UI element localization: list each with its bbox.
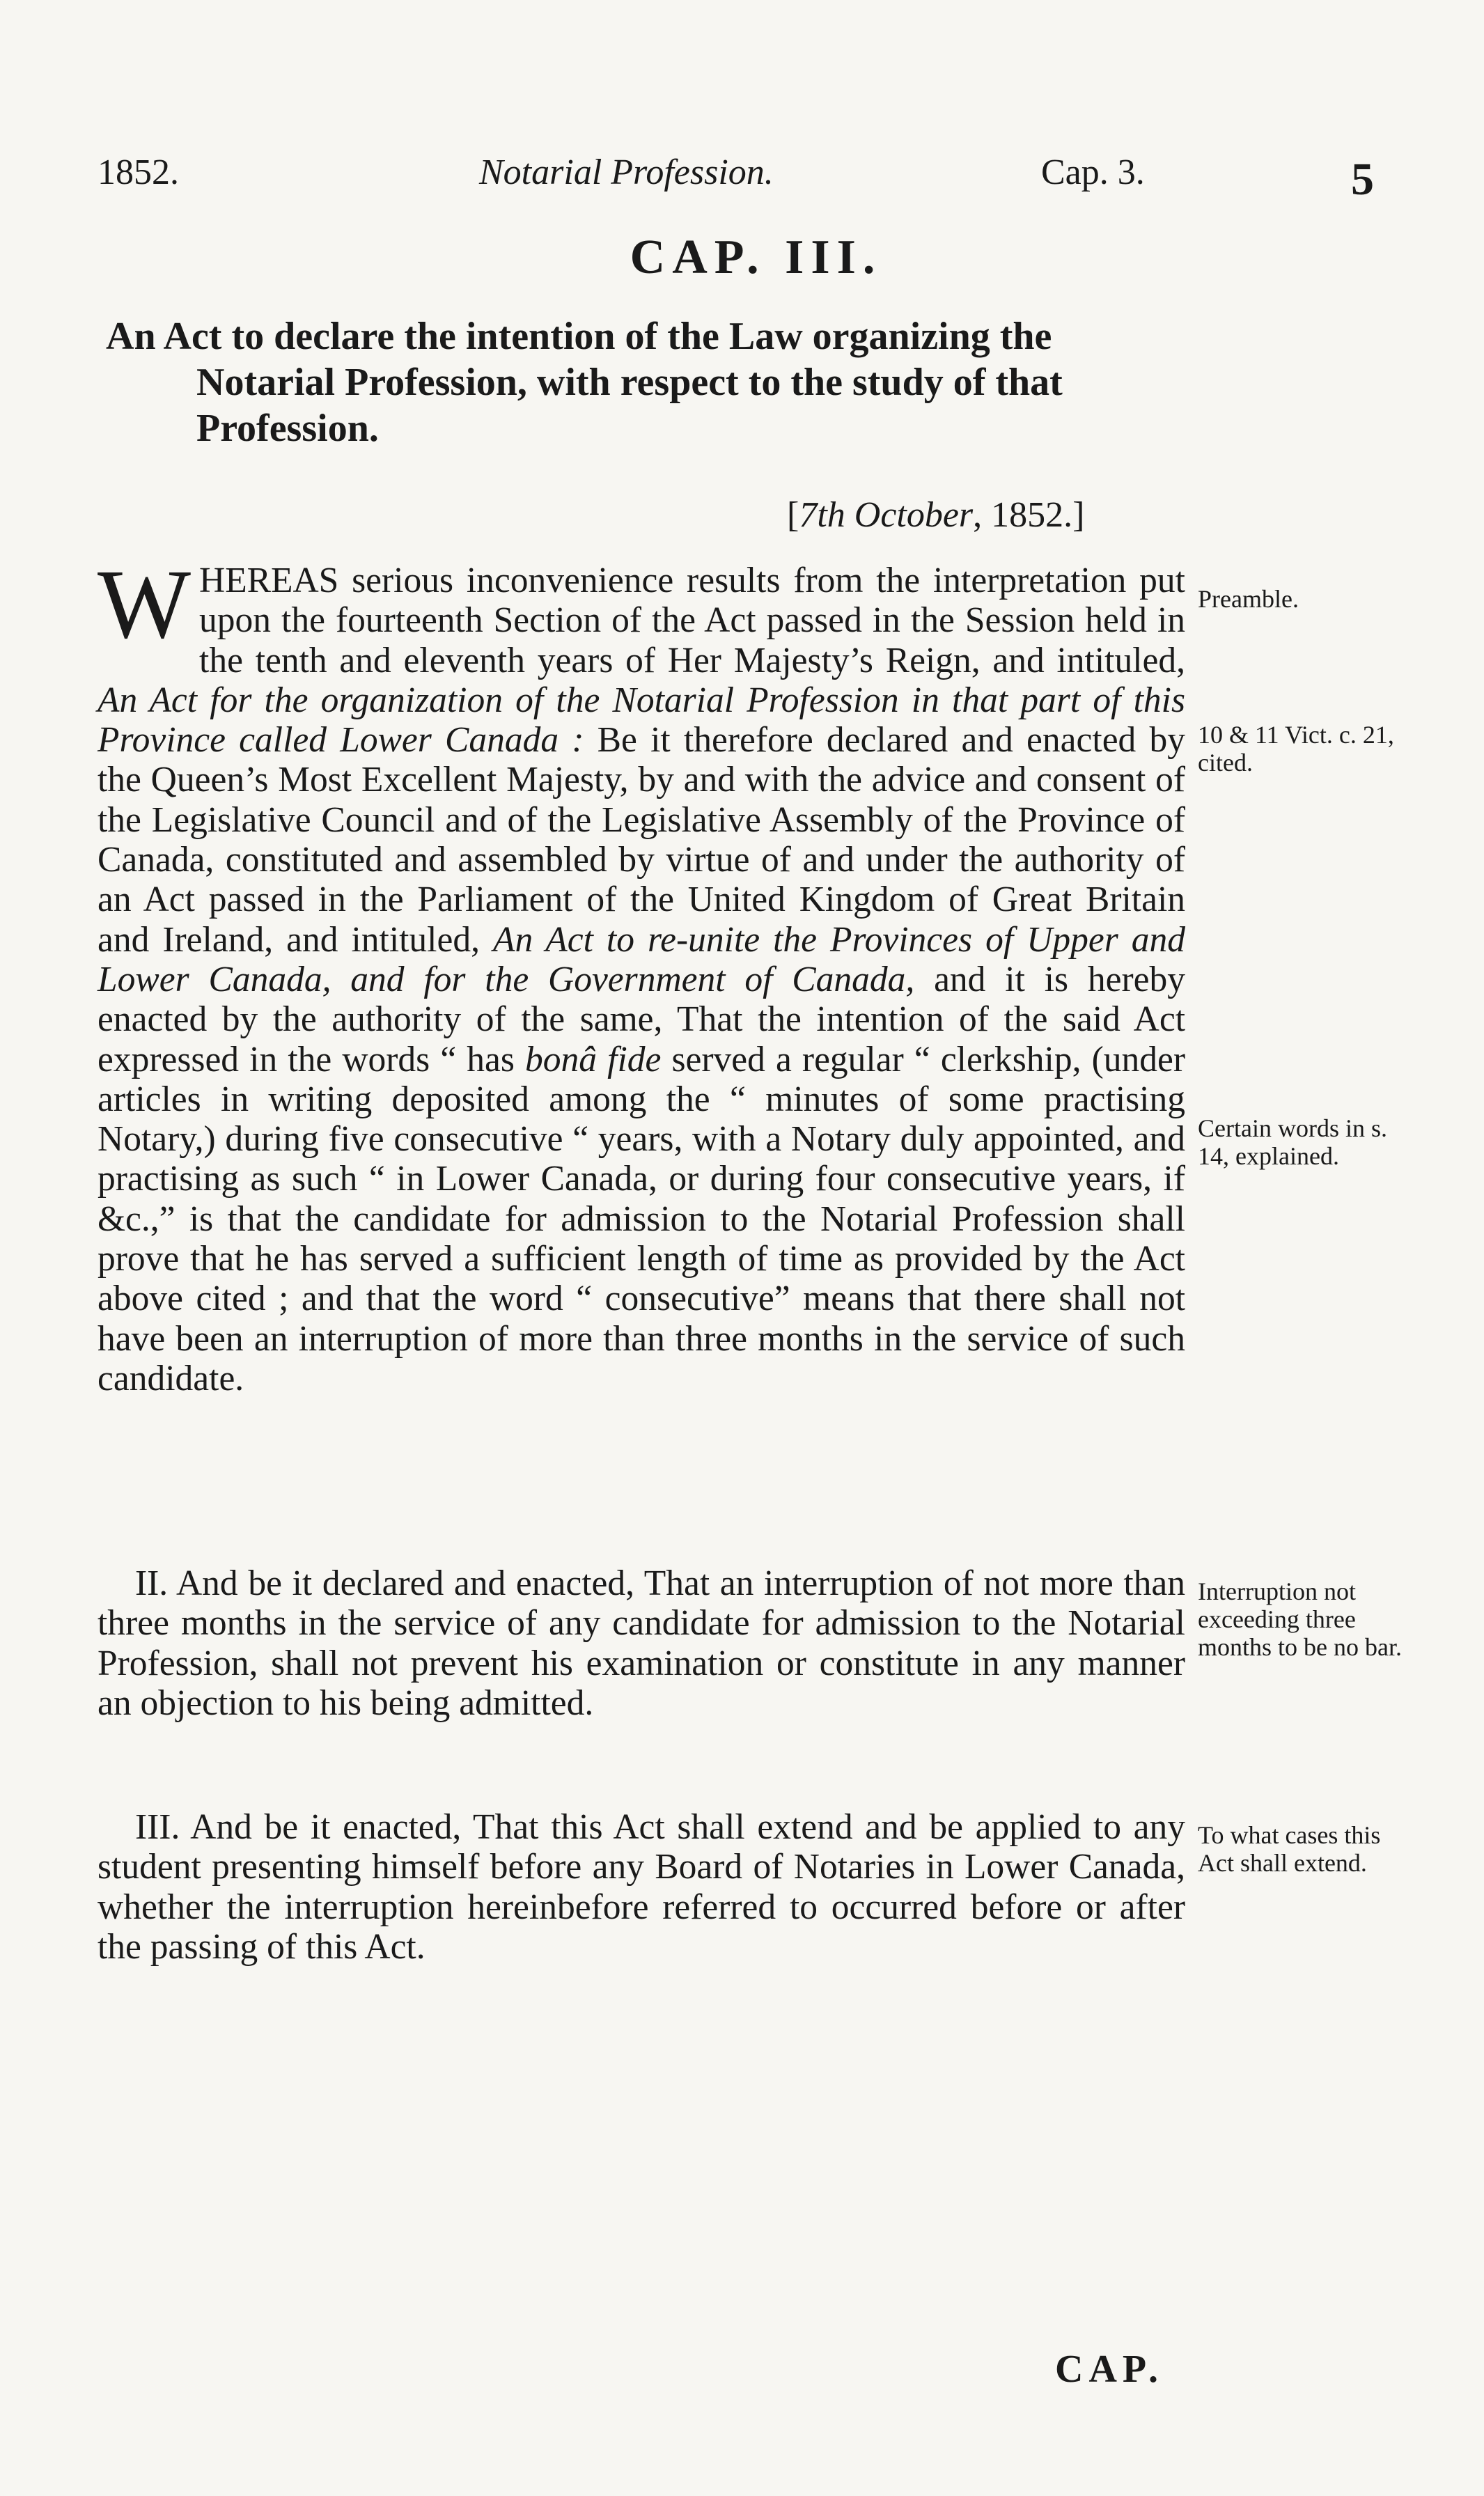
section-2-paragraph: II. And be it declared and enacted, That an interruption of not more than three months in the service of any candidate for admission to the Notarial Profession, shall not prevent his examination or constitute in any manner an objection to his being admitted. [97,1563,1185,1723]
act-date-day: 7th October [799,495,974,535]
act-date [787,494,1205,536]
act-date-open: [ [787,495,799,535]
section-3-paragraph: III. And be it enacted, That this Act shall extend and be applied to any student presenting himself before any Board of Notaries in Lower Canada, whether the interruption hereinbefore referred to occurred before or after the passing of this Act. [97,1807,1185,1967]
margin-note-act-cited: 10 & 11 Vict. c. 21, cited. [1198,721,1394,777]
preamble-italic-2: An Act to re-unite the Provinces of Upper and Lower Canada, and for the Government of Canada, [97,919,1185,999]
act-date-year: , 1852.] [973,495,1085,535]
act-title: An Act to declare the intention of the Law organizing the Notarial Profession, with respect to the study of that Profession. [106,315,1063,450]
catchword: CAP. [1055,2348,1164,2391]
running-head-year: 1852. [97,153,179,192]
running-head [97,152,1393,208]
page-number: 5 [1351,154,1374,205]
preamble-text-2: Be it therefore declared and enacted by the Queen’s Most Excellent Majesty, by and with the advice and consent of the Legislative Council and of the Legislative Assembly of the Province of Canada, constituted and assembled by virtue of and under the authority of an Act passed in the Parliament of the United Kingdom of Great Britain and Ireland, and intituled, [97,720,1185,960]
running-head-title: Notarial Profession. [479,153,774,192]
preamble-text-1: HEREAS serious inconvenience results from the interpretation put upon the fourteenth Section of the Act passed in the Session held in the tenth and eleventh years of Her Majesty’s Reign, and intituled, [199,561,1185,680]
margin-note-interruption: Interruption not exceeding three months to be no bar. [1198,1577,1402,1661]
preamble-italic-3: bonâ fide [525,1039,662,1079]
margin-note-words-explained: Certain words in s. 14, explained. [1198,1114,1387,1170]
margin-note-extend: To what cases this Act shall extend. [1198,1821,1381,1877]
margin-note-preamble: Preamble. [1198,585,1299,613]
running-head-chapter: Cap. 3. [1041,153,1145,192]
preamble-text-4: served a regular “ clerkship, (under articles in writing deposited among the “ minutes of some practising Notary,) during five consecutive “ years, with a Notary duly appointed, and practising as such “ in Lower Canada, or during four consecutive years, if &c.,” is that the candidate for admission to the Notarial Profession shall prove that he has served a sufficient length of time as provided by the Act above cited ; and that the word “ consecutive” means that there shall not have been an interruption of more than three months in the service of such candidate. [97,1039,1185,1398]
preamble-italic-1: An Act for the organization of the Notarial Profession in that part of this Province called Lower Canada : [97,680,1185,760]
preamble-text-3: and it is hereby enacted by the authority of the same, That the intention of the said Act expressed in the words “ has [97,959,1185,1079]
chapter-heading: CAP. III. [630,231,882,284]
drop-cap: W [97,549,192,659]
preamble-paragraph [97,549,1185,1398]
